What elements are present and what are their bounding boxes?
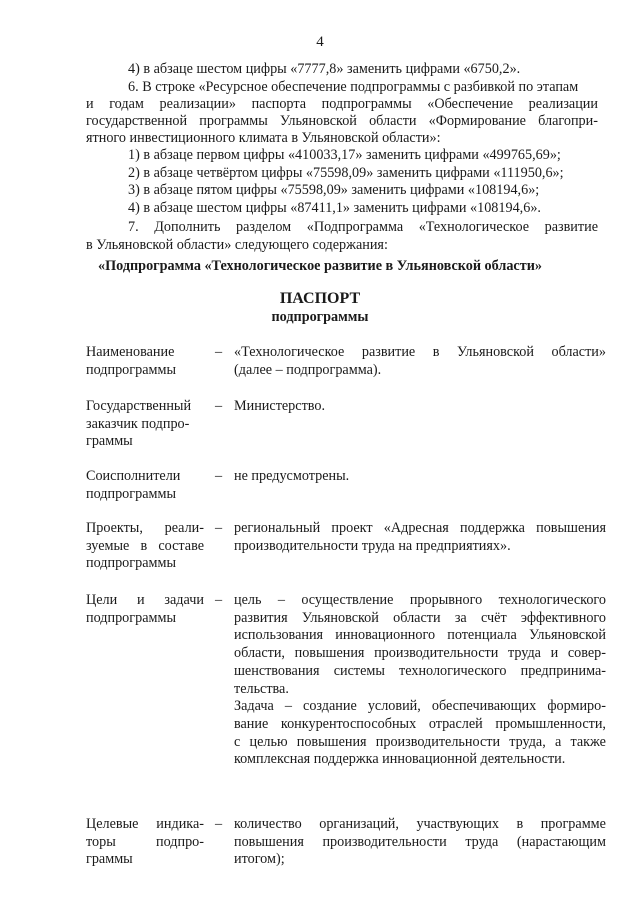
passport-row-value-line: комплексная поддержка инновационной деятельности. (234, 751, 566, 768)
word: повышения (296, 733, 367, 750)
word: «Подпрограмма (306, 219, 404, 235)
page-number: 4 (316, 34, 324, 50)
passport-title: ПАСПОРТ (279, 290, 361, 307)
word: Ульяновской (279, 113, 357, 129)
word: условий, (367, 698, 421, 715)
word: шенствования (234, 662, 320, 679)
word: реали- (164, 520, 204, 536)
word: 7. (128, 219, 139, 235)
passport-row-value-line (234, 834, 606, 851)
item-6-line (86, 96, 598, 113)
word: задачи (164, 592, 204, 608)
word: технологического (399, 662, 507, 679)
word: производительности (322, 833, 447, 850)
word: труда (507, 645, 541, 662)
word: системы (333, 662, 385, 679)
item-6-line: 6. В строке «Ресурсное обеспечение подпрограммы с разбивкой по этапам (128, 79, 579, 95)
passport-row-value-line: тельства. (234, 680, 289, 697)
word: зуемые (86, 537, 130, 554)
passport-row-label-line: подпрограммы (86, 609, 176, 626)
word: Ульяновской (456, 344, 534, 360)
passport-row-dash: – (215, 398, 223, 414)
word: в (432, 344, 440, 360)
passport-row-value-line (234, 816, 606, 833)
word: целью (249, 733, 288, 750)
passport-row-label-line (86, 816, 204, 833)
word: «Формирование (428, 113, 526, 129)
word: технологического (498, 592, 606, 608)
word: благопри- (538, 113, 598, 129)
passport-row-value-line (234, 610, 606, 627)
word: развитие (361, 344, 416, 360)
word: количество (234, 816, 302, 832)
word: организаций, (319, 816, 399, 832)
word: за (454, 609, 467, 626)
passport-row-dash: – (215, 468, 223, 484)
word: – (284, 698, 292, 715)
item-7-line (128, 219, 598, 236)
passport-row-value-line (234, 645, 606, 662)
word: реализации (528, 96, 598, 112)
passport-row-value-line (234, 627, 606, 644)
sub-item: 4) в абзаце шестом цифры «87411,1» заменить цифрами «108194,6». (128, 199, 541, 216)
word: государственной (86, 113, 188, 129)
word: индика- (156, 816, 204, 832)
word: повышения (234, 833, 304, 850)
passport-row-label-line (86, 834, 204, 851)
word: Ульяновской (301, 609, 379, 626)
word: региональный (234, 520, 321, 536)
passport-row-label-line: граммы (86, 851, 133, 868)
word: предпринима- (520, 662, 606, 679)
passport-row-value-line (234, 592, 606, 609)
passport-row-value-line (234, 520, 606, 537)
word: отраслей (428, 715, 483, 732)
passport-row-label-line: граммы (86, 433, 133, 450)
word: промышленности, (495, 715, 606, 732)
passport-row-label-line: Государственный (86, 398, 192, 414)
passport-row-label-line: Соисполнители (86, 468, 181, 484)
word: также (570, 733, 606, 750)
passport-row-value-line: итогом); (234, 851, 285, 868)
passport-row-label-line (86, 592, 204, 609)
word: а (554, 733, 562, 750)
word: потенциала (447, 627, 517, 644)
word: проект (331, 520, 373, 536)
word: годам (109, 96, 144, 112)
passport-row-value-line (234, 663, 606, 680)
passport-row-value-line: (далее – подпрограмма). (234, 361, 382, 378)
word: в (140, 537, 148, 554)
passport-row-dash: – (215, 344, 223, 360)
word: повышения (536, 520, 606, 536)
word: создание (303, 698, 357, 715)
word: вание (234, 715, 269, 732)
word: конкурентоспособных (280, 715, 417, 732)
word: «Обеспечение (427, 96, 514, 112)
word: области (369, 113, 417, 129)
word: производительности (375, 733, 501, 750)
word: области» (551, 344, 606, 360)
word: развитие (544, 219, 598, 235)
word: и (86, 96, 94, 112)
passport-row-label-line: подпрограммы (86, 361, 176, 378)
word: «Адресная (383, 520, 449, 536)
word: труда, (509, 733, 546, 750)
word: и (550, 645, 559, 662)
passport-row-label-line (86, 520, 204, 537)
word: программе (540, 816, 606, 832)
passport-row-value-line (234, 716, 606, 733)
word: в (516, 816, 524, 832)
passport-row-value-line: производительности труда на предприятиях». (234, 537, 511, 554)
word: труда (465, 833, 499, 850)
word: развития (234, 609, 288, 626)
word: Задача (234, 698, 274, 715)
passport-row-label-line: заказчик подпро- (86, 415, 190, 432)
word: цель (234, 592, 262, 608)
word: инновационного (335, 627, 436, 644)
passport-row-value-line (234, 734, 606, 751)
passport-row-label-line: подпрограммы (86, 485, 176, 502)
word: подпрограммы (321, 96, 412, 112)
word: прорывного (409, 592, 483, 608)
word: составе (158, 537, 204, 554)
item-6-line (86, 113, 598, 130)
word: реализации» (159, 96, 236, 112)
word: поддержка (460, 520, 525, 536)
word: программы (199, 113, 268, 129)
word: повышения (294, 645, 365, 662)
word: Цели (86, 592, 118, 608)
word: торы (86, 833, 116, 850)
word: участвующих (416, 816, 499, 832)
word: и (137, 592, 145, 608)
item-6-line: ятного инвестиционного климата в Ульяновской области»: (86, 130, 441, 146)
word: – (277, 592, 285, 608)
passport-row-dash: – (215, 592, 223, 608)
word: «Технологическое (234, 344, 345, 360)
sub-item: 3) в абзаце пятом цифры «75598,09» заменить цифрами «108194,6»; (128, 182, 540, 198)
word: разделом (236, 219, 292, 235)
word: (нарастающим (516, 833, 606, 850)
subprogram-title: «Подпрограмма «Технологическое развитие в Ульяновской области» (98, 258, 542, 274)
word: подпро- (155, 833, 204, 850)
word: счёт (481, 609, 507, 626)
word: Дополнить (154, 219, 221, 235)
passport-row-label-line: подпрограммы (86, 555, 176, 572)
word: области (393, 609, 441, 626)
word: осуществление (301, 592, 394, 608)
word: паспорта (251, 96, 307, 112)
passport-row-value-line (234, 698, 606, 715)
word: обеспечивающих (431, 698, 537, 715)
item-7-line: в Ульяновской области» следующего содержания: (86, 237, 388, 253)
passport-subtitle: подпрограммы (271, 309, 369, 325)
word: «Технологическое (418, 219, 530, 235)
word: производительности (374, 645, 499, 662)
passport-row-dash: – (215, 520, 223, 536)
passport-row-label-line: Наименование (86, 344, 175, 360)
word: совер- (567, 645, 606, 662)
word: формиро- (547, 698, 606, 715)
sub-item: 1) в абзаце первом цифры «410033,17» заменить цифрами «499765,69»; (128, 147, 561, 163)
word: с (234, 733, 241, 750)
sub-item: 2) в абзаце четвёртом цифры «75598,09» заменить цифрами «111950,6»; (128, 164, 564, 181)
amendment-item-4: 4) в абзаце шестом цифры «7777,8» заменить цифрами «6750,2». (128, 61, 521, 77)
passport-row-dash: – (215, 816, 223, 832)
word: области, (234, 645, 285, 662)
passport-row-value-line (234, 344, 606, 361)
passport-row-value-line: не предусмотрены. (234, 468, 350, 484)
passport-row-label-line (86, 538, 204, 555)
word: Проекты, (86, 520, 143, 536)
word: использования (234, 627, 324, 644)
word: Целевые (86, 816, 139, 832)
word: Ульяновской (528, 627, 606, 644)
passport-row-value-line: Министерство. (234, 398, 326, 414)
word: эффективного (520, 609, 606, 626)
